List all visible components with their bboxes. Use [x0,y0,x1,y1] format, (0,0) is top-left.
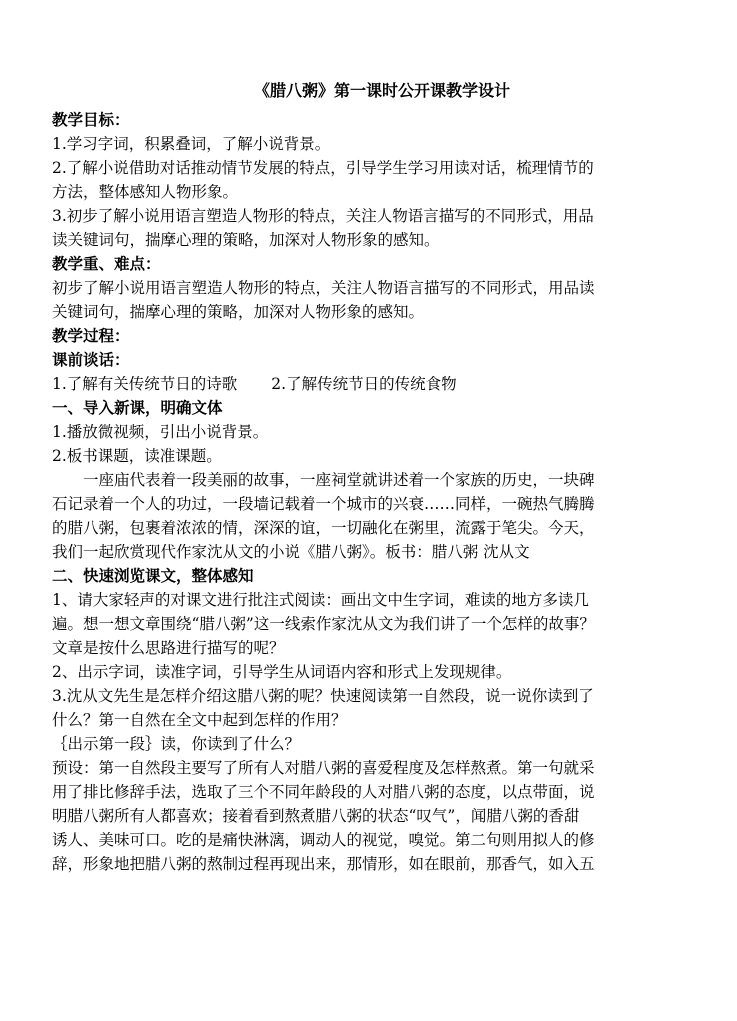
section2-line: 2、出示字词，读准字词，引导学生从词语内容和形式上发现规律。 [52,663,512,681]
section1-line: 2.板书课题，读准课题。 [52,447,222,465]
document-title: 《腊八粥》第一课时公开课教学设计 [253,81,510,100]
section2-line: 诱人、美味可口。吃的是痛快淋漓，调动人的视觉，嗅觉。第二句则用拟人的修 [52,831,595,849]
section1-line: 石记录着一个人的功过，一段墙记载着一个城市的兴衰……同样，一碗热气腾腾 [52,495,595,513]
goals-heading: 教学目标： [52,110,130,129]
section2-line: 预设：第一自然段主要写了所有人对腊八粥的喜爱程度及怎样熬煮。第一句就采 [52,759,595,777]
pretalk-items [52,372,692,396]
keypoints-line: 初步了解小说用语言塑造人物形的特点，关注人物语言描写的不同形式，用品读 [52,279,595,297]
section2-line: 明腊八粥所有人都喜欢；接着看到熬煮腊八粥的状态“叹气”，闻腊八粥的香甜 [52,807,580,825]
goals-line: 方法，整体感知人物形象。 [52,183,239,201]
section2-line: 3.沈从文先生是怎样介绍这腊八粥的呢？快速阅读第一自然段，说一说你读到了 [52,687,594,705]
section1-line: 我们一起欣赏现代作家沈从文的小说《腊八粥》。板书：腊八粥 沈从文 [52,543,530,561]
pretalk-item-2: 2.了解传统节日的传统食物 [271,375,457,393]
goals-line: 读关键词句，揣摩心理的策略，加深对人物形象的感知。 [52,231,440,249]
section2-line: 遍。想一想文章围绕“腊八粥”这一线索作家沈从文为我们讲了一个怎样的故事？ [52,615,595,633]
section2-line: 文章是按什么思路进行描写的呢？ [52,639,285,657]
section1-line: 一座庙代表着一段美丽的故事，一座祠堂就讲述着一个家族的历史，一块碑 [52,471,595,489]
section1-line: 的腊八粥，包裹着浓浓的情，深深的谊，一切融化在粥里，流露于笔尖。今天， [52,519,595,537]
pretalk-item-1: 1.了解有关传统节日的诗歌 [52,375,238,393]
keypoints-line: 关键词句，揣摩心理的策略，加深对人物形象的感知。 [52,303,425,321]
pretalk-heading: 课前谈话： [52,350,130,369]
goals-line: 3.初步了解小说用语言塑造人物形的特点，关注人物语言描写的不同形式，用品 [52,207,594,225]
document-page [52,82,692,876]
section1-heading: 一、导入新课，明确文体 [52,398,223,417]
section2-line: 辞，形象地把腊八粥的熬制过程再现出来，那情形，如在眼前，那香气，如入五 [52,855,595,873]
goals-line: 2.了解小说借助对话推动情节发展的特点，引导学生学习用读对话，梳理情节的 [52,159,594,177]
section1-line: 1.播放微视频，引出小说背景。 [52,423,269,441]
goals-line: 1.学习字词，积累叠词，了解小说背景。 [52,135,331,153]
section2-line: ｛出示第一段｝读，你读到了什么？ [52,735,301,753]
section2-line: 1、请大家轻声的对课文进行批注式阅读：画出文中生字词，难读的地方多读几 [52,591,589,609]
section2-line: 什么？第一自然在全文中起到怎样的作用？ [52,711,347,729]
process-heading: 教学过程： [52,326,130,345]
section2-line: 用了排比修辞手法，选取了三个不同年龄段的人对腊八粥的态度，以点带面，说 [52,783,595,801]
section2-heading: 二、快速浏览课文，整体感知 [52,566,254,585]
keypoints-heading: 教学重、难点： [52,254,161,273]
